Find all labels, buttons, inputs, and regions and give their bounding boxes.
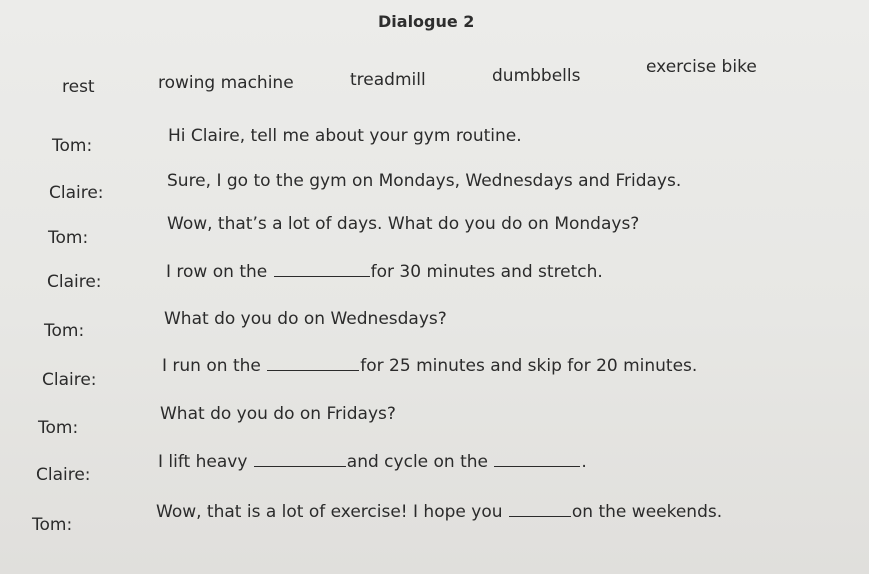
line-text: I row on the for 30 minutes and stretch. bbox=[166, 262, 603, 282]
answer-blank[interactable] bbox=[494, 465, 580, 467]
answer-blank[interactable] bbox=[509, 515, 571, 517]
speaker-label: Tom: bbox=[38, 418, 79, 438]
line-text: Wow, that is a lot of exercise! I hope you on the weekends. bbox=[156, 502, 723, 522]
word-bank-item: rowing machine bbox=[158, 73, 294, 93]
speaker-label: Tom: bbox=[48, 228, 89, 248]
line-text: Sure, I go to the gym on Mondays, Wednesdays and Fridays. bbox=[167, 171, 682, 191]
speaker-label: Claire: bbox=[36, 465, 91, 485]
word-bank-item: exercise bike bbox=[646, 57, 757, 77]
line-text: I run on the for 25 minutes and skip for 20 minutes. bbox=[162, 356, 698, 376]
line-text: Wow, that’s a lot of days. What do you do on Mondays? bbox=[167, 214, 640, 234]
line-text: What do you do on Wednesdays? bbox=[164, 309, 447, 329]
speaker-label: Claire: bbox=[47, 272, 102, 292]
answer-blank[interactable] bbox=[274, 275, 370, 277]
speaker-label: Tom: bbox=[44, 321, 85, 341]
answer-blank[interactable] bbox=[254, 465, 346, 467]
answer-blank[interactable] bbox=[267, 369, 359, 371]
word-bank-item: rest bbox=[62, 77, 95, 97]
speaker-label: Claire: bbox=[49, 183, 104, 203]
word-bank-item: dumbbells bbox=[492, 66, 581, 86]
line-text: I lift heavy and cycle on the . bbox=[158, 452, 587, 472]
word-bank-item: treadmill bbox=[350, 70, 426, 90]
speaker-label: Claire: bbox=[42, 370, 97, 390]
speaker-label: Tom: bbox=[52, 136, 93, 156]
line-text: Hi Claire, tell me about your gym routine. bbox=[168, 126, 522, 146]
page-title: Dialogue 2 bbox=[378, 12, 475, 31]
line-text: What do you do on Fridays? bbox=[160, 404, 396, 424]
speaker-label: Tom: bbox=[32, 515, 73, 535]
